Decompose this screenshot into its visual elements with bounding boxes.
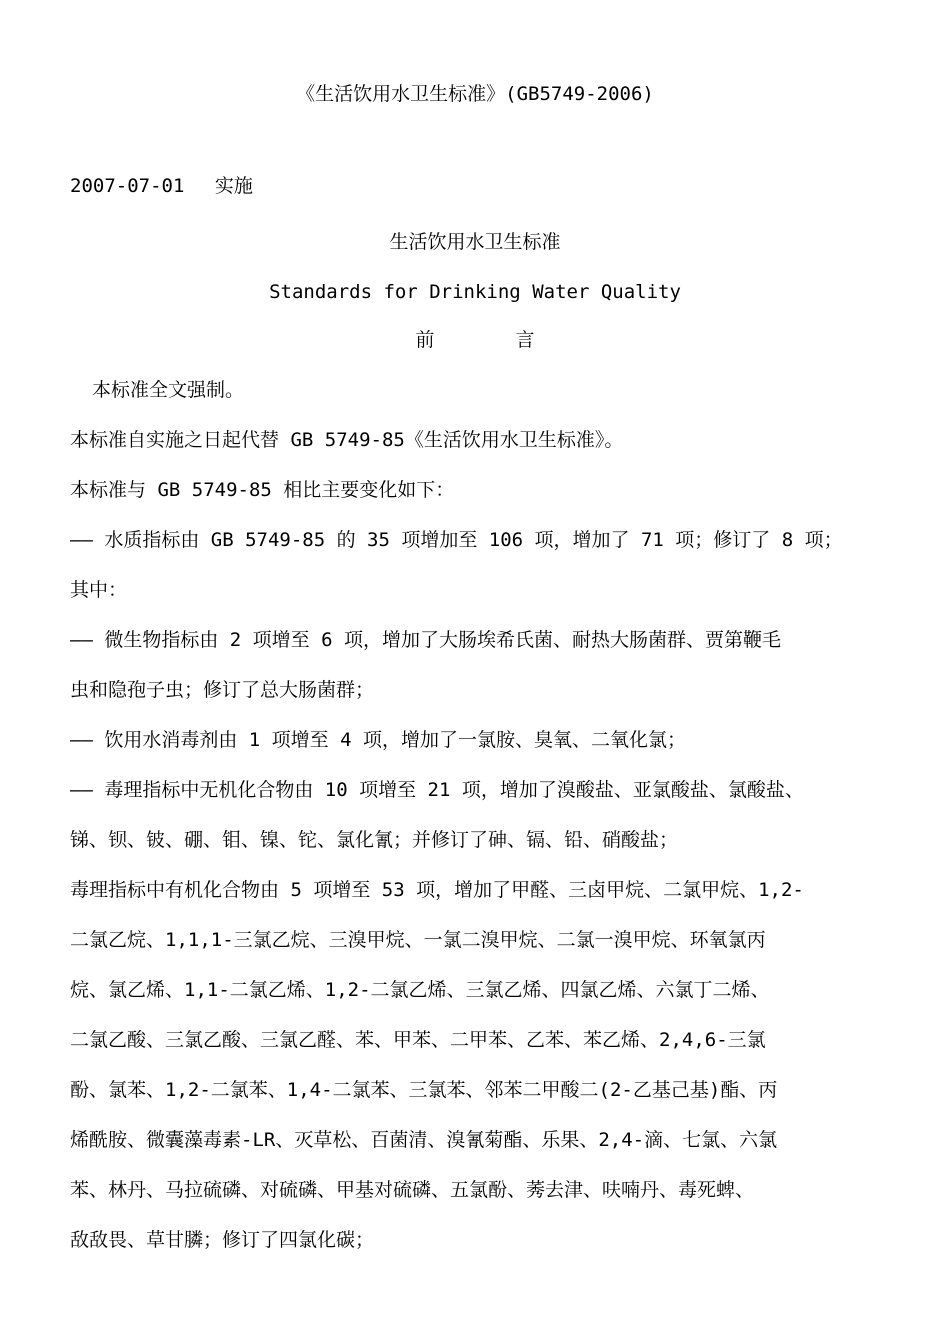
paragraph-line-18: 敌敌畏、草甘膦；修订了四氯化碳；: [70, 1229, 375, 1251]
paragraph-line-3: 本标准与 GB 5749-85 相比主要变化如下：: [70, 479, 455, 501]
paragraph-line-2: 本标准自实施之日起代替 GB 5749-85《生活饮用水卫生标准》。: [70, 429, 624, 451]
paragraph-line-8: —— 饮用水消毒剂由 1 项增至 4 项，增加了一氯胺、臭氧、二氧化氯；: [70, 729, 686, 751]
paragraph-line-6: —— 微生物指标由 2 项增至 6 项，增加了大肠埃希氏菌、耐热大肠菌群、贾第鞭毛: [70, 629, 781, 651]
paragraph-line-13: 烷、氯乙烯、1,1-二氯乙烯、1,2-二氯乙烯、三氯乙烯、四氯乙烯、六氯丁二烯、: [70, 979, 770, 1001]
paragraph-line-4: —— 水质指标由 GB 5749-85 的 35 项增加至 106 项，增加了 71 项；修订了 8 项；: [70, 529, 843, 551]
subtitle-chinese: 生活饮用水卫生标准: [389, 231, 561, 253]
paragraph-line-10: 锑、钡、铍、硼、钼、镍、铊、氯化氰；并修订了砷、镉、铅、硝酸盐；: [70, 829, 679, 851]
paragraph-line-15: 酚、氯苯、1,2-二氯苯、1,4-二氯苯、三氯苯、邻苯二甲酸二(2-乙基己基)酯、丙: [70, 1079, 778, 1101]
effective-date: 2007-07-01 实施: [70, 175, 253, 197]
paragraph-line-12: 二氯乙烷、1,1,1-三氯乙烷、三溴甲烷、一氯二溴甲烷、二氯一溴甲烷、环氧氯丙: [70, 929, 766, 951]
document-title: 《生活饮用水卫生标准》(GB5749-2006): [296, 83, 654, 105]
subtitle-english: Standards for Drinking Water Quality: [269, 281, 681, 303]
paragraph-line-14: 二氯乙酸、三氯乙酸、三氯乙醛、苯、甲苯、二甲苯、乙苯、苯乙烯、2,4,6-三氯: [70, 1029, 766, 1051]
paragraph-line-1: 本标准全文强制。: [92, 379, 245, 401]
paragraph-line-7: 虫和隐孢子虫；修订了总大肠菌群；: [70, 679, 375, 701]
paragraph-line-16: 烯酰胺、微囊藻毒素-LR、灭草松、百菌清、溴氰菊酯、乐果、2,4-滴、七氯、六氯: [70, 1129, 778, 1151]
foreword-char-1: 前: [415, 329, 435, 351]
paragraph-line-11: 毒理指标中有机化合物由 5 项增至 53 项，增加了甲醛、三卤甲烷、二氯甲烷、1,2-: [70, 879, 804, 901]
paragraph-line-9: —— 毒理指标中无机化合物由 10 项增至 21 项，增加了溴酸盐、亚氯酸盐、氯酸盐、: [70, 779, 804, 801]
paragraph-line-17: 苯、林丹、马拉硫磷、对硫磷、甲基对硫磷、五氯酚、莠去津、呋喃丹、毒死蜱、: [70, 1179, 755, 1201]
foreword-heading: [0, 328, 950, 352]
foreword-char-2: 言: [515, 329, 535, 351]
paragraph-line-5: 其中：: [70, 579, 128, 601]
